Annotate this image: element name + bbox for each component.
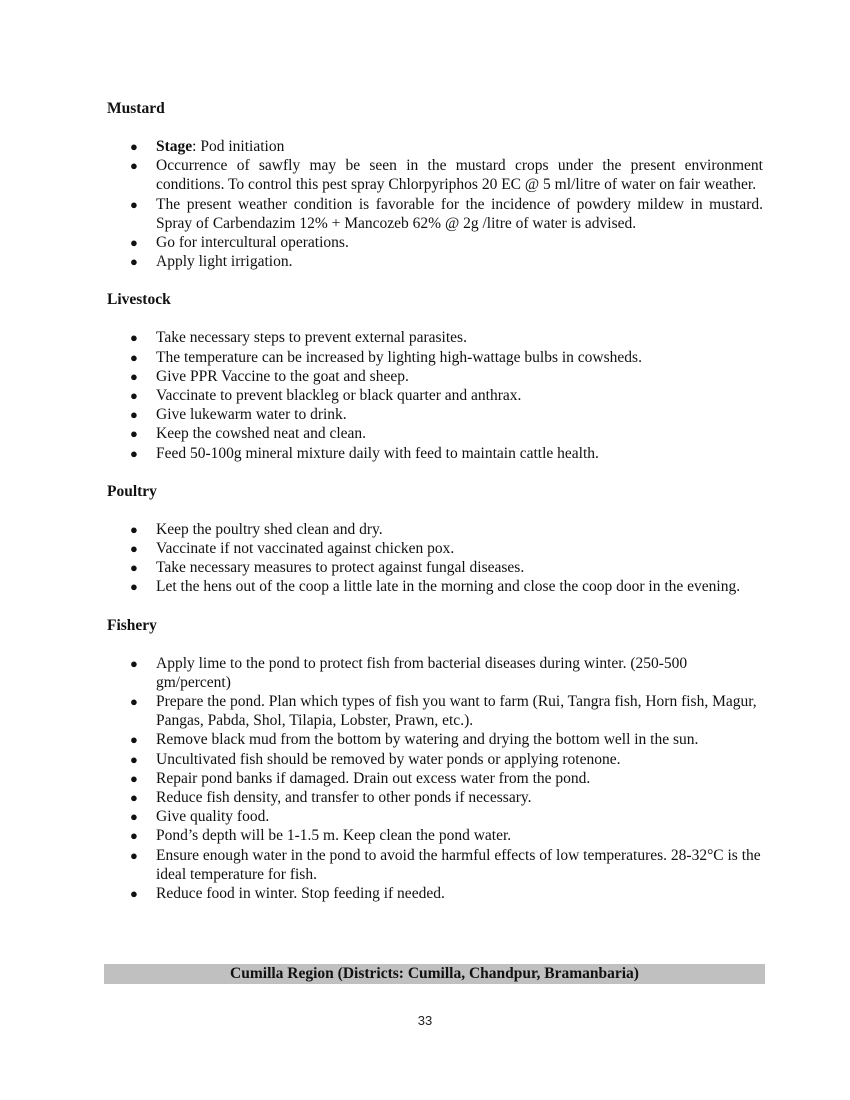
bullet-list [107, 520, 763, 597]
item-text: Occurrence of sawfly may be seen in the mustard crops under the present environment conditions. To control this pest spray Chlorpyriphos 20 EC @ 5 ml/litre of water on fair weather. [156, 157, 763, 194]
section-title: Livestock [107, 291, 171, 309]
list-item [107, 846, 763, 884]
item-text: Go for intercultural operations. [156, 234, 349, 252]
bullet-icon: ● [130, 254, 138, 270]
bullet-icon: ● [130, 828, 138, 844]
bullet-icon: ● [130, 368, 138, 384]
bullet-icon: ● [130, 732, 138, 748]
item-text: The temperature can be increased by lighting high-wattage bulbs in cowsheds. [156, 348, 642, 366]
item-text: Vaccinate to prevent blackleg or black quarter and anthrax. [156, 387, 522, 405]
item-text: Give lukewarm water to drink. [156, 406, 347, 424]
list-item [107, 884, 763, 903]
page-number: 33 [417, 1013, 433, 1028]
bullet-icon: ● [130, 809, 138, 825]
section-livestock [107, 290, 763, 462]
section-mustard [107, 99, 763, 271]
list-item [107, 328, 763, 347]
item-text: Keep the cowshed neat and clean. [156, 425, 367, 443]
bullet-icon: ● [130, 158, 138, 174]
list-item [107, 730, 763, 749]
bullet-icon: ● [130, 407, 138, 423]
section-fishery [107, 616, 763, 904]
bullet-icon: ● [130, 349, 138, 365]
list-item [107, 558, 763, 577]
item-text: Reduce food in winter. Stop feeding if needed. [156, 885, 445, 903]
bullet-icon: ● [130, 790, 138, 806]
list-item [107, 788, 763, 807]
list-item [107, 520, 763, 539]
item-text: Feed 50-100g mineral mixture daily with feed to maintain cattle health. [156, 444, 599, 462]
item-text: The present weather condition is favorable for the incidence of powdery mildew in mustard. Spray of Carbendazim 12% + Mancozeb 62% @ 2g /litre of water is advised. [156, 195, 763, 232]
item-text: Prepare the pond. Plan which types of fish you want to farm (Rui, Tangra fish, Horn fish, Magur, Pangas, Pabda, Shol, Tilapia, Lobster, Prawn, etc.). [156, 693, 757, 730]
bullet-icon: ● [130, 196, 138, 212]
section-title: Poultry [107, 482, 157, 500]
item-text: Take necessary measures to protect against fungal diseases. [156, 559, 525, 577]
bullet-icon: ● [130, 426, 138, 442]
item-text: Repair pond banks if damaged. Drain out excess water from the pond. [156, 769, 591, 787]
section-poultry [107, 482, 763, 597]
list-item [107, 424, 763, 443]
item-text: Pond’s depth will be 1-1.5 m. Keep clean the pond water. [156, 827, 512, 845]
bullet-icon: ● [130, 847, 138, 863]
item-text: Take necessary steps to prevent external parasites. [156, 329, 467, 347]
list-item [107, 654, 763, 692]
bullet-icon: ● [130, 579, 138, 595]
list-item [107, 195, 763, 233]
section-title: Mustard [107, 100, 165, 117]
list-item [107, 444, 763, 463]
bullet-list [107, 654, 763, 904]
list-item [107, 156, 763, 194]
item-text: Ensure enough water in the pond to avoid the harmful effects of low temperatures. 28-32°C is the ideal temperature for fish. [156, 846, 761, 883]
list-item [107, 692, 763, 730]
item-text: Keep the poultry shed clean and dry. [156, 520, 383, 538]
item-text: : Pod initiation [192, 138, 285, 155]
list-item [107, 405, 763, 424]
item-text: Let the hens out of the coop a little late in the morning and close the coop door in the evening. [156, 578, 741, 596]
item-text: Give quality food. [156, 808, 270, 826]
item-text: Apply lime to the pond to protect fish from bacterial diseases during winter. (250-500 gm/percent) [156, 654, 688, 691]
section-title: Fishery [107, 616, 157, 634]
bullet-list [107, 328, 763, 462]
list-item [107, 769, 763, 788]
bullet-icon: ● [130, 330, 138, 346]
bullet-icon: ● [130, 541, 138, 557]
bullet-icon: ● [130, 694, 138, 710]
bullet-icon: ● [130, 235, 138, 251]
bullet-icon: ● [130, 886, 138, 902]
bullet-icon: ● [130, 560, 138, 576]
list-item [107, 386, 763, 405]
bullet-list [107, 137, 763, 271]
bullet-icon: ● [130, 521, 138, 537]
item-text: Reduce fish density, and transfer to other ponds if necessary. [156, 789, 532, 807]
list-item [107, 750, 763, 769]
item-text: Uncultivated fish should be removed by water ponds or applying rotenone. [156, 750, 621, 768]
bullet-icon: ● [130, 445, 138, 461]
item-text: Remove black mud from the bottom by watering and drying the bottom well in the sun. [156, 731, 699, 749]
list-item [107, 348, 763, 367]
list-item [107, 233, 763, 252]
item-text: Vaccinate if not vaccinated against chicken pox. [156, 540, 455, 558]
list-item [107, 367, 763, 386]
bullet-icon: ● [130, 751, 138, 767]
list-item [107, 807, 763, 826]
bullet-icon: ● [130, 655, 138, 671]
list-item [107, 826, 763, 845]
list-item [107, 252, 763, 271]
bullet-icon: ● [130, 139, 138, 154]
document-body [107, 99, 763, 922]
region-heading: Cumilla Region (Districts: Cumilla, Chandpur, Bramanbaria) [104, 964, 765, 984]
item-lead: Stage [156, 138, 193, 155]
bullet-icon: ● [130, 770, 138, 786]
item-text: Apply light irrigation. [156, 253, 293, 271]
bullet-icon: ● [130, 388, 138, 404]
list-item [107, 137, 763, 156]
list-item [107, 577, 763, 596]
list-item [107, 539, 763, 558]
item-text: Give PPR Vaccine to the goat and sheep. [156, 367, 409, 385]
